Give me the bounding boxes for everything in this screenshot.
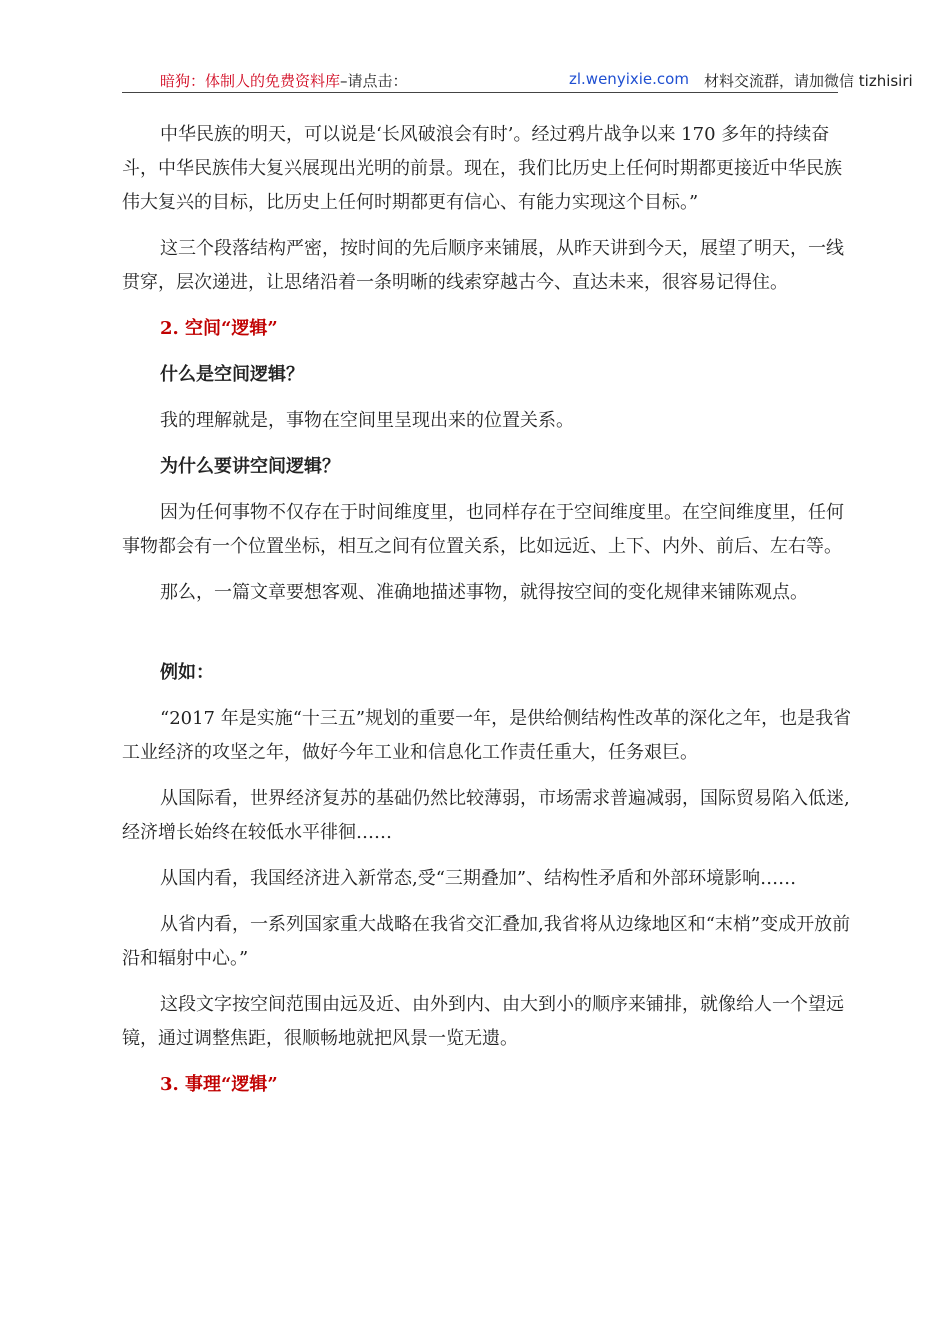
question-why-spatial-logic: 为什么要讲空间逻辑？	[160, 456, 340, 477]
paragraph-time-summary: 这三个段落结构严密，按时间的先后顺序来铺展，从昨天讲到今天，展望了明天，一线贯穿，层次递进，让思绪沿着一条明晰的线索穿越古今、直达未来，很容易记得住。	[122, 238, 844, 293]
section-heading-spatial-logic: 2. 空间“逻辑”	[160, 318, 278, 339]
header-brand-title: 暗狗：体制人的免费资料库	[160, 72, 341, 90]
header-click-prompt: –请点击：	[340, 72, 408, 90]
header-brand	[160, 70, 408, 91]
paragraph-reason: 因为任何事物不仅存在于时间维度里，也同样存在于空间维度里。在空间维度里，任何事物都会有一个位置坐标，相互之间有位置关系，比如远近、上下、内外、前后、左右等。	[122, 502, 844, 557]
page-header	[122, 70, 913, 93]
paragraph-definition: 我的理解就是，事物在空间里呈现出来的位置关系。	[160, 410, 574, 431]
spacer	[122, 622, 852, 656]
paragraph-tomorrow: 中华民族的明天，可以说是‘长风破浪会有时’。经过鸦片战争以来 170 多年的持续奋斗，中华民族伟大复兴展现出光明的前景。现在，我们比历史上任何时期都更接近中华民族伟大复兴的目标，比历史上任何时期都更有信心、有能力实现这个目标。”	[122, 124, 842, 213]
section-heading-reasoning-logic: 3. 事理“逻辑”	[160, 1074, 278, 1095]
paragraph-domestic: 从国内看，我国经济进入新常态,受“三期叠加”、结构性矛盾和外部环境影响……	[160, 868, 797, 889]
paragraph-provincial: 从省内看，一系列国家重大战略在我省交汇叠加,我省将从边缘地区和“末梢”变成开放前沿和辐射中心。”	[122, 914, 851, 969]
paragraph-quote-2017: “2017 年是实施“十三五”规划的重要一年，是供给侧结构性改革的深化之年，也是我省工业经济的攻坚之年，做好今年工业和信息化工作责任重大，任务艰巨。	[122, 708, 852, 763]
paragraph-spatial-summary: 这段文字按空间范围由远及近、由外到内、由大到小的顺序来铺排，就像给人一个望远镜，通过调整焦距，很顺畅地就把风景一览无遗。	[122, 994, 844, 1049]
paragraph-international: 从国际看，世界经济复苏的基础仍然比较薄弱，市场需求普遍减弱，国际贸易陷入低迷,经济增长始终在较低水平徘徊……	[122, 788, 850, 843]
question-what-is-spatial-logic: 什么是空间逻辑？	[160, 364, 304, 385]
header-wechat-group: 材料交流群，请加微信 tizhisiri	[704, 72, 913, 90]
document-body	[122, 118, 852, 1114]
paragraph-therefore: 那么，一篇文章要想客观、准确地描述事物，就得按空间的变化规律来铺陈观点。	[160, 582, 808, 603]
example-label: 例如：	[160, 662, 214, 683]
header-url-link[interactable]: zl.wenyixie.com	[569, 70, 689, 88]
